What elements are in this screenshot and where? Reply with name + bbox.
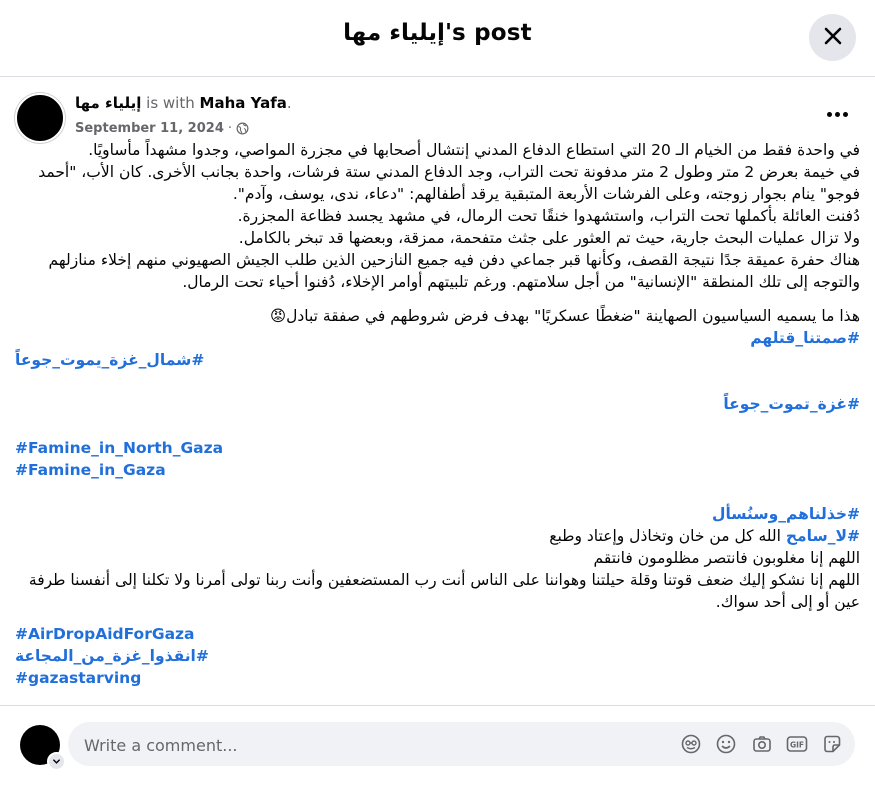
hashtag-samtuna[interactable]: #صمتنا_قتلهم [750, 329, 860, 347]
hashtag-khadhalnahum[interactable]: #خذلناهم_وسنُسأل [712, 505, 860, 523]
profile-switch-chevron-icon[interactable] [47, 752, 66, 771]
prayer-line [15, 525, 860, 547]
closing-text: هذا ما يسميه السياسيون الصهاينة "ضغطًا عسكريًا" بهدف فرض شروطهم في صفقة تبادل [286, 307, 860, 325]
hashtag-anqidhu-gaza[interactable]: #انقذوا_غزة_من_المجاعة [15, 647, 209, 665]
hashtag-shamal-gaza[interactable]: #شمال_غزة_يموت_جوعاً [15, 351, 205, 369]
post-paragraph: دُفنت العائلة بأكملها تحت التراب، واستشهدوا خنقًا تحت الرمال، في مشهد يجسد فظاعة المجزرة. [237, 207, 860, 225]
hashtag-airdrop[interactable]: #AirDropAidForGaza [15, 625, 195, 643]
prayer-line-text: الله كل من خان وتخاذل وإعتاد وطبع [549, 527, 786, 545]
blank-line [15, 415, 860, 437]
author-name[interactable]: إيلياء مها [75, 94, 142, 112]
comment-composer [0, 705, 875, 789]
post-author-line [75, 94, 292, 112]
post-paragraph: ولا تزال عمليات البحث جارية، حيث تم العثور على جثث متفحمة، ممزقة، وبعضها قد تبخر بالكامل. [238, 229, 860, 247]
camera-icon[interactable] [751, 733, 773, 755]
more-dot [843, 112, 848, 117]
post-paragraph: في خيمة بعرض 2 متر وطول 2 متر مدفونة تحت التراب، وجد الدفاع المدني ستة فرشات، واحدة بجانب الأخرى. كان الأب، "أحمد فوجو" ينام بجوار زوجته، وعلى الفرشات الأربعة المتبقية يرقد أطفالهم: "دعاء، ندى، يوسف، وآدم". [38, 163, 860, 203]
tagged-name[interactable]: Maha Yafa [199, 94, 287, 112]
hashtag-gazastarving[interactable]: #gazastarving [15, 669, 142, 687]
blank-line [15, 371, 860, 393]
post-date[interactable]: September 11, 2024 [75, 121, 224, 136]
more-dot [835, 112, 840, 117]
blank-line [15, 481, 860, 503]
comment-field[interactable] [68, 722, 855, 766]
post-options-button[interactable] [822, 104, 852, 124]
more-dot [827, 112, 832, 117]
close-button[interactable] [809, 14, 856, 61]
hashtag-famine-gaza[interactable]: #Famine_in_Gaza [15, 461, 166, 479]
globe-icon[interactable] [236, 122, 249, 135]
gif-icon-label: GIF [789, 740, 805, 750]
post-meta [75, 121, 249, 136]
emoji-icon[interactable] [715, 733, 737, 755]
sticker-icon[interactable] [821, 733, 843, 755]
hashtag-famine-north-gaza[interactable]: #Famine_in_North_Gaza [15, 439, 224, 457]
post-paragraph: هناك حفرة عميقة جدًا نتيجة القصف، وكأنها قبر جماعي دفن فيه جميع النازحين الذين طلب الجيش الصهيوني منهم إخلاء منازلهم والتوجه إلى تلك المنطقة "الإنسانية" من أجل سلامتهم. ورغم تلبيتهم أوامر الإخلاء، دُفنوا أحياء تحت الرمال. [48, 251, 860, 291]
gif-icon[interactable] [786, 733, 808, 755]
post-closing-line [15, 305, 860, 327]
dialog-header [0, 0, 875, 77]
meta-separator: · [227, 121, 232, 136]
with-text: is with [146, 94, 195, 112]
prayer-line: اللهم إنا نشكو إليك ضعف قوتنا وقلة حيلتنا وهواننا على الناس أنت رب المستضعفين وأنت ربنا تولى أمرنا ولا تكلنا إلى أنفسنا طرفة عين أو إلى أحد سواك. [28, 571, 860, 611]
author-avatar[interactable] [15, 93, 65, 143]
comment-input[interactable] [82, 722, 646, 768]
post [0, 77, 875, 705]
post-paragraph: في واحدة فقط من الخيام الـ 20 التي استطاع الدفاع المدني إنتشال أصحابها في مجزرة المواصي، وجدوا مشهداً مأساويًا. [88, 141, 860, 159]
hashtag-la-samah[interactable]: #لا_سامح [785, 527, 860, 545]
spacer [15, 613, 860, 623]
tagged-suffix: . [286, 94, 292, 112]
prayer-line: اللهم إنا مغلوبون فانتصر مظلومون فانتقم [593, 549, 860, 567]
hashtag-ghaza-tamut[interactable]: #غزة_تموت_جوعاً [723, 395, 860, 413]
angry-emoji: 😡 [269, 307, 287, 325]
page-title: إيلياء مها's post [343, 20, 532, 46]
avatar-sticker-icon[interactable] [680, 733, 702, 755]
post-body [15, 139, 860, 689]
close-icon [823, 26, 843, 50]
